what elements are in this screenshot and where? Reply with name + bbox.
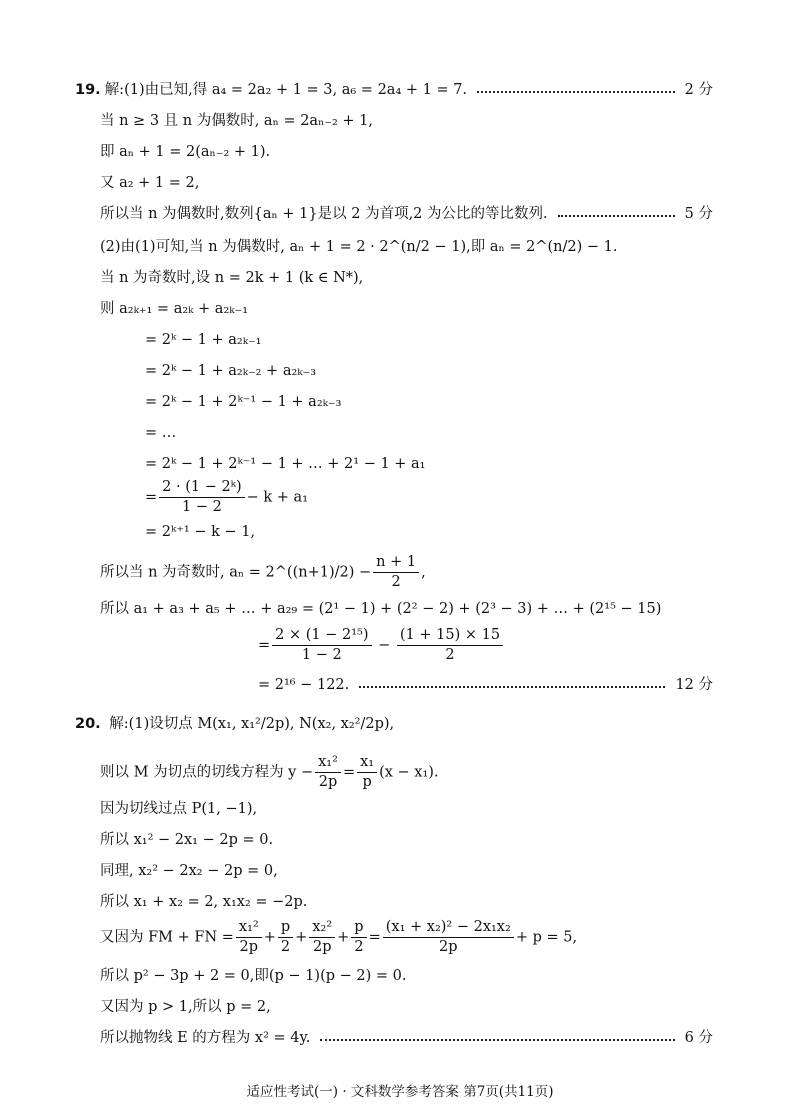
score-5: 5 分 xyxy=(684,206,713,222)
q19-line-4: 又 a₂ + 1 = 2, xyxy=(100,175,200,191)
q20-line-9: 又因为 p > 1,所以 p = 2, xyxy=(100,999,271,1015)
fraction xyxy=(315,753,341,792)
q20-line-3: 因为切线过点 P(1, −1), xyxy=(100,801,258,817)
q19-line-15: = 2ᵏ⁺¹ − k − 1, xyxy=(145,524,256,540)
numerator: x₁ xyxy=(357,753,377,773)
numerator: p xyxy=(278,918,293,938)
q19-line-17: 所以 a₁ + a₃ + a₅ + … + a₂₉ = (2¹ − 1) + (2² − 2) + (2³ − 3) + … + (2¹⁵ − 15) xyxy=(100,601,662,617)
denominator: 2p xyxy=(318,774,338,790)
q20-line-4: 所以 x₁² − 2x₁ − 2p = 0. xyxy=(100,832,274,848)
numerator: x₂² xyxy=(309,918,335,938)
fraction xyxy=(373,553,419,592)
fraction xyxy=(272,626,371,665)
q20-line-1 xyxy=(75,714,394,734)
fraction xyxy=(351,918,366,957)
q20-line-2: 则以 M 为切点的切线方程为 y − $\frac{\text{x₁²}}{2p}$ = $\frac{\text{x₁}}{p}$ (x − x₁). xyxy=(100,754,439,790)
denominator: 2 xyxy=(445,647,455,663)
q20-line-8: 所以 p² − 3p + 2 = 0,即(p − 1)(p − 2) = 0. xyxy=(100,968,407,984)
expression: (x − x₁). xyxy=(379,764,439,781)
q19-line-7: 当 n 为奇数时,设 n = 2k + 1 (k ∈ N*), xyxy=(100,270,364,286)
denominator: 1 − 2 xyxy=(301,647,342,663)
denominator: 2 xyxy=(354,939,364,955)
denominator: 2p xyxy=(439,939,458,955)
numerator: x₁² xyxy=(315,753,341,773)
q19-line-2: 当 n ≥ 3 且 n 为偶数时, aₙ = 2aₙ₋₂ + 1, xyxy=(100,113,374,129)
q20-line-6: 所以 x₁ + x₂ = 2, x₁x₂ = −2p. xyxy=(100,894,308,910)
fraction xyxy=(357,753,377,792)
q20-number: 20. xyxy=(75,716,101,732)
q19-line-8: 则 a₂ₖ₊₁ = a₂ₖ + a₂ₖ₋₁ xyxy=(100,301,249,317)
numerator: n + 1 xyxy=(373,553,419,573)
q19-line-3: 即 aₙ + 1 = 2(aₙ₋₂ + 1). xyxy=(100,144,271,160)
dot-leader xyxy=(558,215,675,217)
dot-leader xyxy=(359,686,665,688)
fraction xyxy=(397,626,503,665)
q20-line-5: 同理, x₂² − 2x₂ − 2p = 0, xyxy=(100,863,278,879)
expression: 所以抛物线 E 的方程为 x² = 4y. xyxy=(100,1030,311,1046)
score-12: 12 分 xyxy=(675,677,713,693)
numerator: 2 × (1 − 2¹⁵) xyxy=(272,626,371,646)
denominator: 2p xyxy=(312,939,332,955)
fraction xyxy=(236,918,262,957)
expression: − k + a₁ xyxy=(246,489,309,506)
q19-line-12: = … xyxy=(145,425,177,441)
q19-line-16: 所以当 n 为奇数时, aₙ = 2^((n+1)/2) − $\frac{n + 1}{2}$ , xyxy=(100,554,426,590)
numerator: p xyxy=(351,918,366,938)
score-6: 6 分 xyxy=(684,1030,713,1046)
q20-line-7: 又因为 FM + FN = $\frac{\text{x₁²}}{2p}$ + $\frac{p}{2}$ + $\frac{\text{x₂²}}{2p}$ + $\frac{p}{2}$ = $\frac{\text{(x₁ + x₂)² − 2x₁x₂}}{2p}$ + p = 5, xyxy=(100,919,578,955)
numerator: (x₁ + x₂)² − 2x₁x₂ xyxy=(383,918,514,938)
q19-line-18: = $\frac{\text{2 × (1 − 2¹⁵)}}{1 - 2}$ − $\frac{(1 + 15) \times 15}{2}$ xyxy=(258,626,505,665)
numerator: x₁² xyxy=(236,918,262,938)
fraction xyxy=(383,918,514,957)
q19-line-11: = 2ᵏ − 1 + 2ᵏ⁻¹ − 1 + a₂ₖ₋₃ xyxy=(145,394,342,410)
q19-text-5: 所以当 n 为偶数时,数列{aₙ + 1}是以 2 为首项,2 为公比的等比数列. xyxy=(100,206,548,222)
dot-leader xyxy=(320,1039,674,1041)
denominator: 1 − 2 xyxy=(181,499,222,515)
denominator: 2 xyxy=(280,939,291,955)
q19-line-13: = 2ᵏ − 1 + 2ᵏ⁻¹ − 1 + … + 2¹ − 1 + a₁ xyxy=(145,456,426,472)
denominator: 2 xyxy=(391,574,401,590)
q19-line-5 xyxy=(100,204,713,224)
expression: = 2¹⁶ − 122. xyxy=(258,677,350,693)
numerator: 2 · (1 − 2ᵏ) xyxy=(159,478,244,498)
q19-line-14: = $\frac{\text{2 · (1 − 2ᵏ)}}{1 - 2}$ − k + a₁ xyxy=(145,479,309,515)
q19-text-1: 解:(1)由已知,得 a₄ = 2a₂ + 1 = 3, a₆ = 2a₄ + 1 = 7. xyxy=(104,82,468,98)
q20-line-10 xyxy=(100,1028,713,1048)
q20-text-1: 解:(1)设切点 M(x₁, x₁²/2p), N(x₂, x₂²/2p), xyxy=(109,716,395,732)
dot-leader xyxy=(477,91,675,93)
q19-line-9: = 2ᵏ − 1 + a₂ₖ₋₁ xyxy=(145,332,262,348)
numerator: (1 + 15) × 15 xyxy=(397,626,503,646)
denominator: 2p xyxy=(239,939,259,955)
expression: 又因为 FM + FN = xyxy=(100,929,234,946)
score-2: 2 分 xyxy=(684,82,713,98)
q19-line-6: (2)由(1)可知,当 n 为偶数时, aₙ + 1 = 2 · 2^(n/2 − 1),即 aₙ = 2^(n/2) − 1. xyxy=(100,239,618,255)
fraction xyxy=(309,918,335,957)
denominator: p xyxy=(362,774,372,790)
expression: 则以 M 为切点的切线方程为 y − xyxy=(100,764,314,781)
q19-line-1 xyxy=(75,80,713,100)
q19-line-19 xyxy=(258,675,713,695)
q19-line-10: = 2ᵏ − 1 + a₂ₖ₋₂ + a₂ₖ₋₃ xyxy=(145,363,317,379)
fraction xyxy=(278,918,293,957)
page-footer: 适应性考试(一) · 文科数学参考答案 第7页(共11页) xyxy=(246,1084,554,1100)
q19-number: 19. xyxy=(75,82,101,98)
expression: 所以当 n 为奇数时, aₙ = 2^((n+1)/2) − xyxy=(100,564,372,581)
expression: + p = 5, xyxy=(515,929,578,946)
fraction xyxy=(159,478,244,517)
